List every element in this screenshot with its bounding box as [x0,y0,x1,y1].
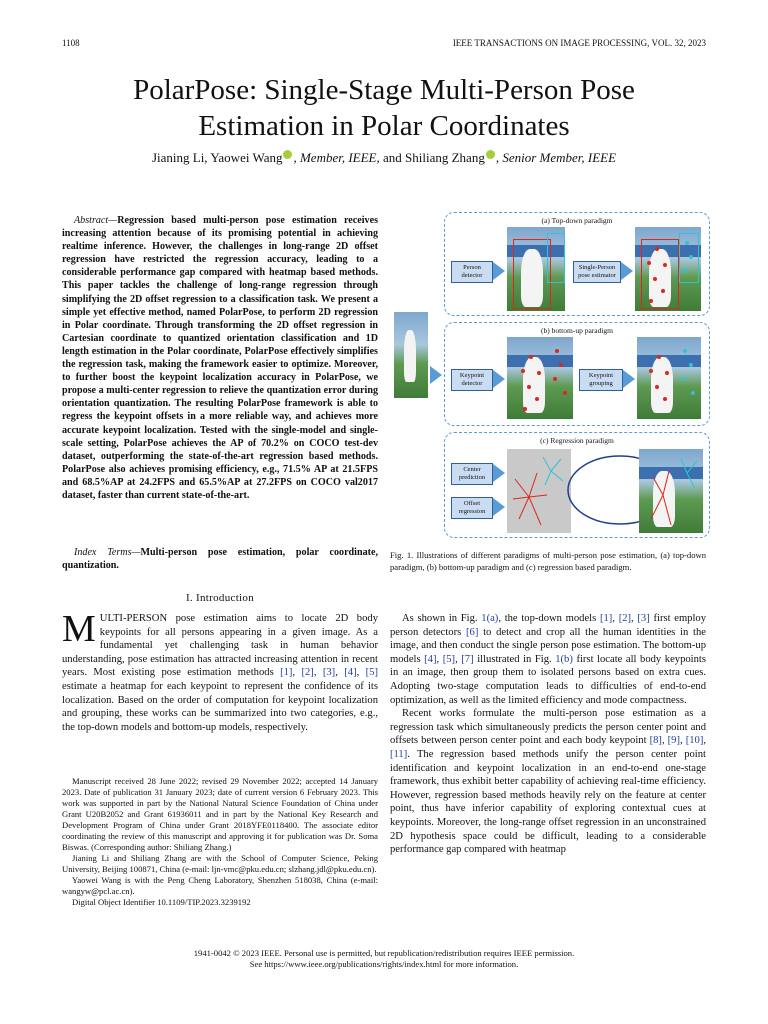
panel-top-down [444,212,710,316]
abstract [62,214,378,502]
player-figure [404,330,416,382]
figure-caption: Fig. 1. Illustrations of different paradigms of multi-person pose estimation, (a) top-down paradigm, (b) bottom-up paradigm and (c) regression based paradigm. [390,550,706,572]
panel-b-title: (b) bottom-up paradigm [540,326,614,335]
citation-link[interactable]: [5] [442,653,456,665]
citation-link[interactable]: [9] [667,735,680,747]
page-number: 1108 [62,38,80,48]
copyright-line-1: 1941-0042 © 2023 IEEE. Personal use is permitted, but republication/redistribution requires IEEE permission. [193,948,575,958]
orcid-icon[interactable] [283,150,292,159]
author-names-2: , and Shiliang Zhang [376,150,485,165]
author-list: Jianing Li, Yaowei Wang , Member, IEEE, and Shiliang Zhang , Senior Member, IEEE [151,150,617,165]
intro-text: illustrated in Fig. [473,653,556,665]
arrow-icon [493,464,505,482]
footnote-manuscript: Manuscript received 28 June 2022; revised 29 November 2022; accepted 14 January 2023. Date of publication 31 January 2023; date of current version 6 February 2023. This work was supported in part by the National Natural Science Foundation of China under Grant U20B2052 and Grant 61936011 and in part by the National Key Research and Development Program of China under Grant 2018YFE0118400. The associate editor coordinating the review of this manuscript and approving it for publication was Dr. Soma Biswas. (Corresponding author: Shiliang Zhang.) [62,776,378,852]
intro-text: first locate all body keypoints in an image, then group them to isolated persons based on extra cues. Adopting two-stage computation leads to difficulties of end-to-end optimization, as well as the limited efficiency and mode compactness. [390,653,706,706]
intro-text: , the top-down models [498,613,600,624]
regression-heatmap [507,449,571,533]
title-line-2: Estimation in Polar Coordinates [198,110,570,142]
abstract-text: Regression based multi-person pose estimation receives increasing attention because of its promising potential in achieving realtime inference. However, the challenges in long-range 2D offset regression have restricted the regression accuracy, leading to a considerable performance gap compared with heatmap based methods. This paper tackles the challenge of long-range regression through simplifying the 2D offset regression to a classification task. We present a simple yet effective method, named PolarPose, to perform 2D regression in Polar coordinate. Through transforming the 2D offset regression in Cartesian coordinate to quantized orientation classification and 1D length estimation in the Polar coordinate, PolarPose effectively simplifies the regression task, making the framework easier to optimize. Moreover, to further boost the keypoint localization accuracy in PolarPose, we propose a multi-center regression to relieve the quantization error during orientation quantization. The resulting PolarPose framework is able to regress the keypoint offsets in a more reliable way, and achieves more accurate keypoint localization. Tested with the single-model and single-scale setting, PolarPose achieves the AP of 70.2% on COCO test-dev dataset, outperforming the state-of-the-art regression based methods. PolarPose also achieves promising efficiency, e.g., 71.5% AP at 21.5FPS and 68.5%AP at 24.2FPS and 65.5%AP at 27.2FPS on COCO val2017 dataset, faster than current state-of-the-art. [62,215,378,501]
title-line-1: PolarPose: Single-Stage Multi-Person Pose [133,74,635,106]
red-offset-arrows [513,473,547,525]
bottom-up-image-2 [637,337,701,419]
figure-1 [390,204,710,540]
arrow-icon [623,370,635,388]
panel-a-title: (a) Top-down paradigm [541,216,613,225]
citation-link[interactable]: [3] [322,667,336,679]
single-person-estimator-box: Single-Person pose estimator [573,261,621,283]
abstract-label: Abstract— [74,215,118,226]
citation-link[interactable]: [8] [649,735,662,747]
index-terms-text: Multi-person pose estimation, polar coordinate, quantization. [62,547,378,572]
panel-bottom-up [444,322,710,426]
citation-link[interactable]: [7] [461,653,474,665]
citation-link[interactable]: [2] [618,613,632,624]
citation-link[interactable]: [4] [344,667,357,679]
panel-regression [444,432,710,538]
footnote-affiliation-2: Yaowei Wang is with the Peng Cheng Laboratory, Shenzhen 518038, China (e-mail: wangyw@pcl.ac.cn). [62,875,378,896]
intro-text: . The regression based methods unify the person center point identification and keypoint localization in an end-to-end one-stage framework, thus exhibit better capability of achieving real-time efficiency. However, regression based methods heavily rely on the feature at center point, thus have inferior capability of exploring contextual cues at keypoints. Moreover, the long-range offset regression in an unconstrained 2D hypothesis space could be difficult, leading to a considerable performance gap compared with heatmap [390,748,706,856]
author-membership-1: Member, IEEE [299,150,377,165]
citation-link[interactable]: [6] [466,626,479,638]
copyright-notice [0,948,768,970]
copyright-line-2: See https://www.ieee.org/publications/rights/index.html for more information. [249,959,519,969]
intro-right-column: As shown in Fig. 1(a), the top-down models [1], [2], [3] first employ person detectors [6] to detect and crop all the human identities in the image, and then conduct the single person pose estimation. The bottom-up models [4], [5], [7] illustrated in Fig. 1(b) first locate all body keypoints in an image, then group them to isolated persons based on extra cues. Adopting two-stage computation leads to difficulties of end-to-end optimization, as well as the limited efficiency and mode compactness. Recent works formulate the multi-person pose estimation as a regression task which simultaneously predicts the person center point and offsets between person center point and each body keypoint [8], [9], [10], [11]. The regression based methods unify the person center point identification and keypoint localization in an end-to-end one-stage framework, thus exhibit better capability of achieving real-time efficiency. However, regression based methods heavily rely on the feature at center point, thus have inferior capability of exploring contextual cues at keypoints. Moreover, the long-range offset regression in an unconstrained 2D hypothesis space could be difficult, leading to a considerable performance gap compared with heatmap [390,613,707,856]
footnote-doi: Digital Object Identifier 10.1109/TIP.2023.3239192 [72,897,251,907]
arrow-icon [493,262,505,280]
citation-link[interactable]: [5] [365,667,378,679]
citation-link[interactable]: [4] [424,653,437,665]
bottom-up-image-1 [507,337,573,419]
intro-left-column: MULTI-PERSON pose estimation aims to locate 2D body keypoints for all persons appearing in a given image. As a fundamental yet challenging task in human behavior understanding, pose estimation has attracted increasing attention in recent years. Most existing pose estimation methods [1], [2], [3], [4], [5] estimate a heatmap for each keypoint to represent the confidence of its localization. Based on the order of computation for keypoint localization and grouping, these works can be summarized into two categories, e.g., the top-down models and bottom-up models, respectively. [62,608,378,733]
panel-c-title: (c) Regression paradigm [540,436,614,445]
figure-link[interactable]: 1(a) [481,613,499,624]
intro-text: As shown in Fig. [402,613,482,624]
regression-result-image [639,449,703,533]
paper-title [0,72,768,144]
arrow-icon [621,262,633,280]
figure-link[interactable]: 1(b) [555,653,573,665]
top-down-image-2 [635,227,701,311]
keypoint-detector-box: Keypoint detector [451,369,493,391]
arrow-icon [493,370,505,388]
citation-link[interactable]: [1] [599,613,613,624]
person-bounding-box [547,233,565,283]
keypoint-grouping-box: Keypoint grouping [579,369,623,391]
input-image [394,312,428,398]
citation-link[interactable]: [3] [637,613,650,624]
index-terms-label: Index Terms— [74,547,141,558]
person-bounding-box [641,239,679,309]
author-membership-2: Senior Member, IEEE [502,150,617,165]
arrow-icon [493,498,505,516]
center-prediction-box: Center prediction [451,463,493,485]
top-down-image-1 [507,227,565,311]
citation-link[interactable]: [2] [301,667,314,679]
result-offset-vectors [639,449,703,533]
intro-text-start: ULTI-PERSON pose estimation aims to locate 2D body keypoints for all persons appearing in a given image. As a fundamental yet challenging task in human behavior understanding, pose estimation has attracted increasing attention in recent years. Most existing pose estimation methods [62,613,378,679]
journal-header: IEEE TRANSACTIONS ON IMAGE PROCESSING, VOL. 32, 2023 [452,38,706,48]
intro-text-rest: estimate a heatmap for each keypoint to represent the confidence of its localization. Based on the order of computation for keypoint localization and grouping, these works can be summarized into two categories, e.g., the top-down models and bottom-up models, respectively. [62,680,378,733]
orcid-icon[interactable] [486,150,495,159]
citation-link[interactable]: [11] [390,748,408,760]
intro-text: first employ person detectors [390,613,707,638]
person-detector-box: Person detector [451,261,493,283]
drop-cap: M [62,608,96,650]
section-heading: I. Introduction [185,592,255,604]
intro-text: to detect and crop all the human identities in the image, and then conduct the single person pose estimation. The bottom-up models [390,626,706,665]
offset-regression-box: Offset regression [451,497,493,519]
offset-vectors [507,449,571,533]
footnotes [62,776,378,908]
input-arrow-icon [430,366,442,384]
citation-link[interactable]: [10] [685,735,704,747]
cyan-offset-arrows [543,457,563,485]
person-bounding-box [513,239,551,309]
footnote-affiliation-1: Jianing Li and Shiliang Zhang are with the School of Computer Science, Peking University, Beijing 100871, China (e-mail: ljn-vmc@pku.edu.cn; slzhang.jdl@pku.edu.cn). [62,853,378,874]
author-names-1: Jianing Li, Yaowei Wang [151,150,283,165]
intro-text: Recent works formulate the multi-person pose estimation as a regression task which simultaneously predicts the person center point and offsets between person center point and each body keypoint [390,708,706,747]
index-terms [62,546,378,572]
citation-link[interactable]: [1] [280,667,293,679]
